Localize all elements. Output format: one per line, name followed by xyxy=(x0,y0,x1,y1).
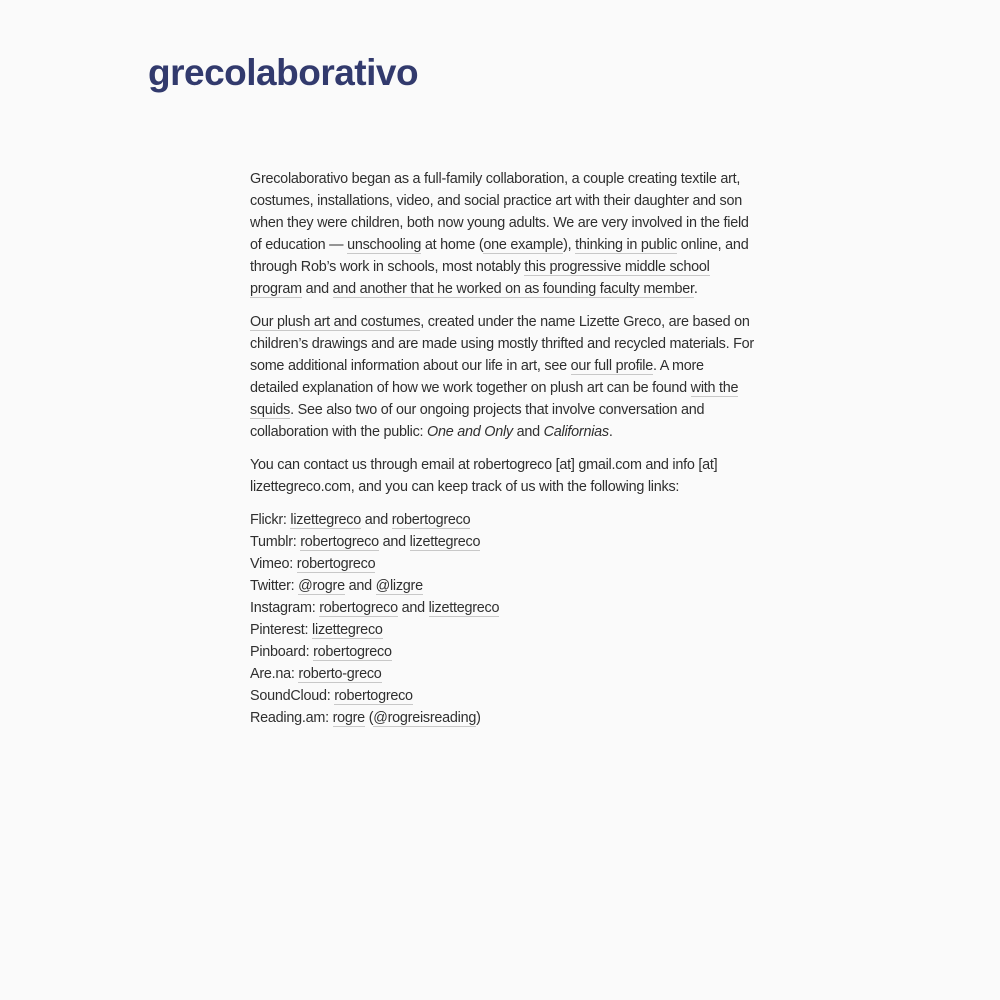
one-example-link[interactable]: one example xyxy=(483,236,564,253)
social-label: SoundCloud: xyxy=(250,687,335,704)
plush-text: . xyxy=(608,423,613,440)
social-label: Flickr: xyxy=(250,512,291,529)
intro-text: and xyxy=(301,280,333,297)
flickr-robertogreco-link[interactable]: robertogreco xyxy=(391,512,471,529)
social-item-pinterest xyxy=(250,620,755,642)
twitter-rogre-link[interactable]: @rogre xyxy=(298,578,345,595)
social-separator: ) xyxy=(476,709,481,726)
social-item-readingam xyxy=(250,708,755,730)
instagram-robertogreco-link[interactable]: robertogreco xyxy=(319,600,398,617)
readingam-rogreisreading-link[interactable]: @rogreisreading xyxy=(373,709,477,726)
social-links-list xyxy=(250,510,755,729)
social-label: Reading.am: xyxy=(250,709,333,726)
social-label: Instagram: xyxy=(250,600,320,617)
arena-roberto-greco-link[interactable]: roberto-greco xyxy=(298,665,382,682)
plush-text: . A more detailed explanation of how we work together on plush art can be found xyxy=(250,357,704,396)
soundcloud-robertogreco-link[interactable]: robertogreco xyxy=(334,687,413,704)
plush-text: and xyxy=(512,423,544,440)
plush-text: . See also two of our ongoing projects that involve conversation and collaboration with the public: xyxy=(250,401,705,440)
intro-text: . xyxy=(693,280,698,297)
unschooling-link[interactable]: unschooling xyxy=(347,236,422,253)
social-separator: and xyxy=(360,512,392,529)
social-item-flickr xyxy=(250,510,755,532)
plush-paragraph xyxy=(250,312,755,443)
social-item-pinboard xyxy=(250,642,755,664)
social-label: Twitter: xyxy=(250,578,299,595)
social-item-instagram xyxy=(250,598,755,620)
instagram-lizettegreco-link[interactable]: lizettegreco xyxy=(428,600,500,617)
main-content xyxy=(250,169,755,730)
social-item-vimeo xyxy=(250,554,755,576)
full-profile-link[interactable]: our full profile xyxy=(570,357,654,374)
project-title-one-and-only: One and Only xyxy=(427,423,513,440)
social-item-tumblr xyxy=(250,532,755,554)
pinboard-robertogreco-link[interactable]: robertogreco xyxy=(313,643,392,660)
flickr-lizettegreco-link[interactable]: lizettegreco xyxy=(290,512,361,529)
intro-text: online, and through Rob’s work in schools, most notably xyxy=(250,236,749,275)
social-item-twitter xyxy=(250,576,755,598)
site-title[interactable]: grecolaborativo xyxy=(148,52,419,93)
middle-school-program-link[interactable]: this progressive middle school program xyxy=(250,258,710,297)
social-item-soundcloud xyxy=(250,686,755,708)
social-item-arena xyxy=(250,664,755,686)
intro-text: at home ( xyxy=(421,236,484,253)
twitter-lizgre-link[interactable]: @lizgre xyxy=(375,578,423,595)
founding-faculty-link[interactable]: and another that he worked on as founding faculty member xyxy=(332,280,694,297)
tumblr-robertogreco-link[interactable]: robertogreco xyxy=(300,534,379,551)
project-title-californias: Californias xyxy=(543,423,609,440)
social-label: Tumblr: xyxy=(250,534,301,551)
with-the-squids-link[interactable]: with the squids xyxy=(250,379,739,418)
contact-paragraph: You can contact us through email at robertogreco [at] gmail.com and info [at] lizettegreco.com, and you can keep track of us with the following links: xyxy=(250,457,718,495)
social-separator: and xyxy=(397,600,429,617)
intro-text: ), xyxy=(563,236,576,253)
social-separator: and xyxy=(344,578,376,595)
vimeo-robertogreco-link[interactable]: robertogreco xyxy=(296,556,376,573)
thinking-in-public-link[interactable]: thinking in public xyxy=(575,236,678,253)
pinterest-lizettegreco-link[interactable]: lizettegreco xyxy=(312,622,383,638)
social-label: Are.na: xyxy=(250,665,299,682)
intro-paragraph xyxy=(250,169,755,300)
social-label: Pinboard: xyxy=(250,643,314,660)
tumblr-lizettegreco-link[interactable]: lizettegreco xyxy=(409,534,481,551)
plush-art-link[interactable]: Our plush art and costumes xyxy=(250,314,421,331)
social-label: Pinterest: xyxy=(250,622,313,638)
social-label: Vimeo: xyxy=(250,556,297,573)
social-separator: ( xyxy=(364,709,374,726)
plush-text: , created under the name Lizette Greco, are based on children’s drawings and are made using mostly thrifted and recycled materials. For some additional information about our life in art, see xyxy=(250,314,754,374)
intro-text: Grecolaborativo began as a full-family collaboration, a couple creating textile art, costumes, installations, video, and social practice art with their daughter and son when they were children, both now young adults. We are very involved in the field of education — xyxy=(250,171,749,253)
social-separator: and xyxy=(378,534,410,551)
readingam-rogre-link[interactable]: rogre xyxy=(332,709,365,726)
